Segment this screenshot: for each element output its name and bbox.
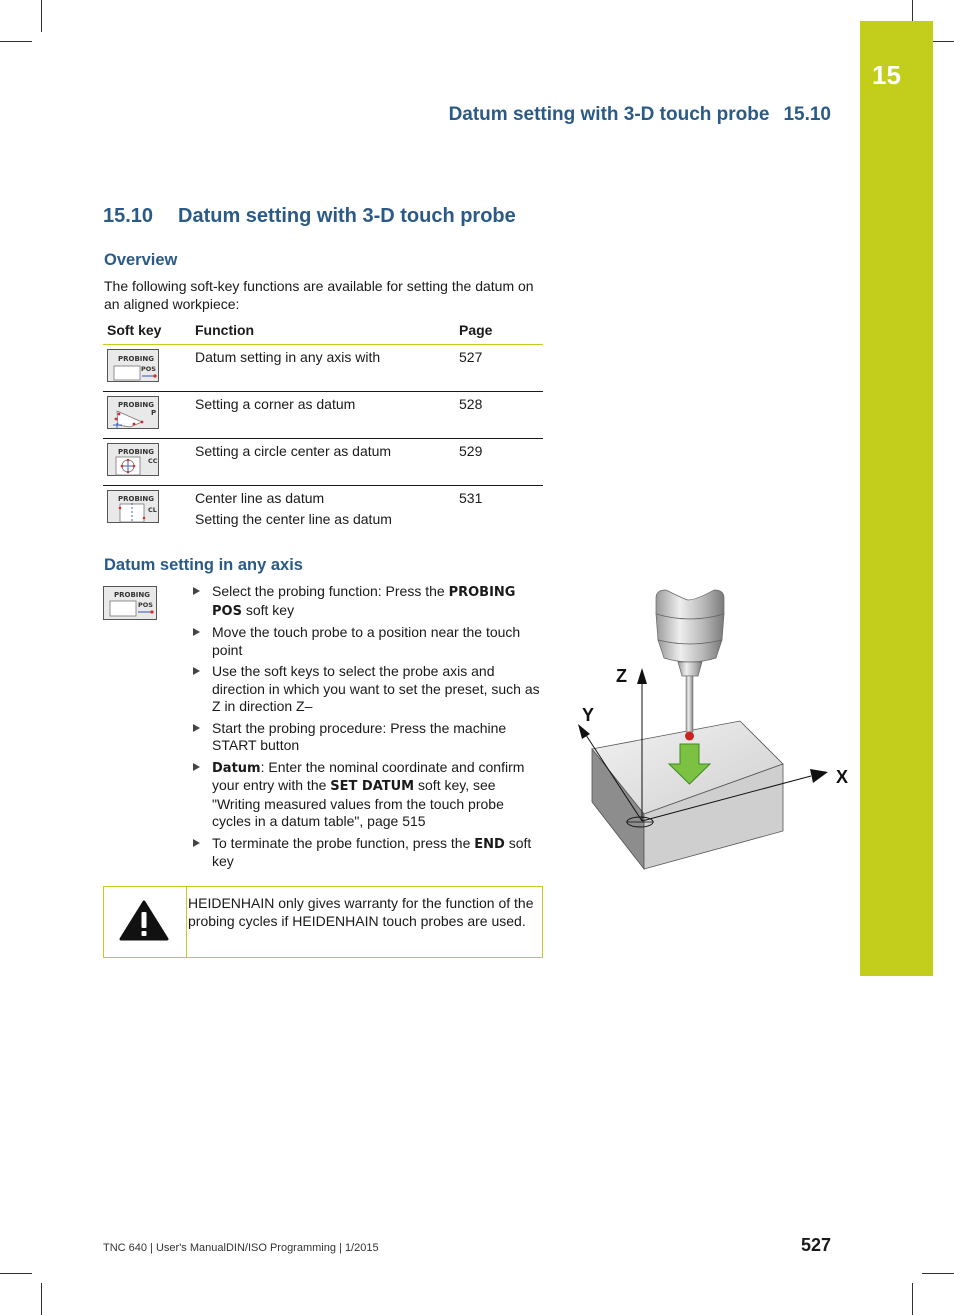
softkey-cell <box>103 486 191 533</box>
page-cell: 527 <box>455 345 543 392</box>
step-keyword: Datum <box>212 760 261 776</box>
function-line: Center line as datum <box>195 490 325 506</box>
function-cell: Datum setting in any axis with <box>191 345 455 392</box>
softkey-bottom-label: P <box>151 409 157 417</box>
list-item <box>193 720 543 755</box>
function-cell: Setting a circle center as datum <box>191 439 455 486</box>
softkey-bottom-label: POS <box>138 601 153 609</box>
crop-mark <box>41 0 42 32</box>
softkey-top-label: PROBING <box>118 401 155 409</box>
softkey-top-label: PROBING <box>118 448 155 456</box>
table-row <box>103 439 543 486</box>
list-item <box>193 583 543 620</box>
running-head-title: Datum setting with 3-D touch probe <box>448 104 770 125</box>
header-function: Function <box>191 318 455 345</box>
crop-mark <box>922 1273 954 1274</box>
softkey-top-label: PROBING <box>118 495 155 503</box>
header-page: Page <box>455 318 543 345</box>
step-keyword: END <box>474 836 505 852</box>
probing-pos-softkey <box>107 349 159 382</box>
any-axis-heading: Datum setting in any axis <box>104 556 303 574</box>
step-text: : Enter the nominal coordinate and confirm your entry with the <box>212 758 525 793</box>
step-keyword: PROBING POS <box>212 585 516 619</box>
step-text: To terminate the probe function, press the <box>212 834 475 851</box>
overview-intro: The following soft-key functions are available for setting the datum on an aligned workpiece: <box>104 278 534 312</box>
page-cell: 528 <box>455 392 543 439</box>
overview-heading: Overview <box>104 251 178 269</box>
bullet-arrow-icon <box>193 628 200 636</box>
softkey-cell <box>103 345 191 392</box>
step-text: soft key, see "Writing measured values from the touch probe cycles in a datum table", page 515 <box>212 777 504 829</box>
softkey-top-label: PROBING <box>118 355 155 363</box>
bullet-arrow-icon <box>193 724 200 732</box>
step-text: soft key <box>241 601 295 618</box>
probing-pos-softkey <box>103 586 157 620</box>
warning-icon-cell <box>104 887 187 957</box>
page-number: 527 <box>801 1235 832 1255</box>
bullet-arrow-icon <box>193 839 200 847</box>
list-item <box>193 835 543 871</box>
table-row <box>103 345 543 392</box>
bullet-arrow-icon <box>193 763 200 771</box>
softkey-table <box>103 318 543 532</box>
probing-cl-softkey <box>107 490 159 523</box>
running-head-section: 15.10 <box>783 104 831 125</box>
function-cell: Setting a corner as datum <box>191 392 455 439</box>
footer-text: TNC 640 | User's ManualDIN/ISO Programming | 1/2015 <box>103 1242 379 1254</box>
bullet-arrow-icon <box>193 667 200 675</box>
step-text: soft key <box>212 834 532 869</box>
step-text: Move the touch probe to a position near the touch point <box>212 624 521 658</box>
chapter-tab <box>860 21 933 976</box>
function-cell <box>191 486 455 533</box>
table-row <box>103 486 543 533</box>
crop-mark <box>0 1273 32 1274</box>
step-text: Use the soft keys to select the probe axis and direction in which you want to set the preset, such as Z in direction Z– <box>212 663 540 714</box>
touch-probe-figure <box>566 584 866 884</box>
page-cell: 529 <box>455 439 543 486</box>
function-line-secondary: Setting the center line as datum <box>195 511 392 527</box>
page-cell: 531 <box>459 490 483 506</box>
section-number: 15.10 <box>103 205 154 227</box>
step-text: Start the probing procedure: Press the machine START button <box>212 719 507 753</box>
procedure-steps <box>193 583 543 875</box>
running-head <box>449 104 831 126</box>
chapter-number: 15 <box>872 60 901 90</box>
list-item <box>193 759 543 831</box>
crop-mark <box>0 41 32 42</box>
softkey-frame <box>103 586 157 620</box>
axis-y-label: Y <box>582 705 595 725</box>
warning-note <box>103 886 543 958</box>
warning-triangle-icon <box>104 887 186 957</box>
list-item <box>193 624 543 659</box>
crop-mark <box>41 1283 42 1315</box>
softkey-cell <box>103 392 191 439</box>
bullet-arrow-icon <box>193 587 200 595</box>
step-text: Select the probing function: Press the <box>212 583 449 599</box>
softkey-bottom-label: CL <box>148 506 157 514</box>
section-title: Datum setting with 3-D touch probe <box>178 205 516 227</box>
warning-text: HEIDENHAIN only gives warranty for the function of the probing cycles if HEIDENHAIN touch probes are used. <box>188 895 534 929</box>
list-item <box>193 663 543 716</box>
probing-p-softkey <box>107 396 159 429</box>
table-header-row <box>103 318 543 345</box>
table-row <box>103 392 543 439</box>
header-softkey: Soft key <box>103 318 191 345</box>
axis-x-label: X <box>836 767 849 787</box>
step-keyword: SET DATUM <box>330 779 415 794</box>
probing-cc-softkey <box>107 443 159 476</box>
softkey-cell <box>103 439 191 486</box>
softkey-top-label: PROBING <box>114 591 151 599</box>
axis-z-label: Z <box>616 666 627 686</box>
softkey-bottom-label: POS <box>141 365 156 373</box>
crop-mark <box>912 1283 913 1315</box>
softkey-bottom-label: CC <box>148 457 158 465</box>
section-heading <box>103 205 516 228</box>
